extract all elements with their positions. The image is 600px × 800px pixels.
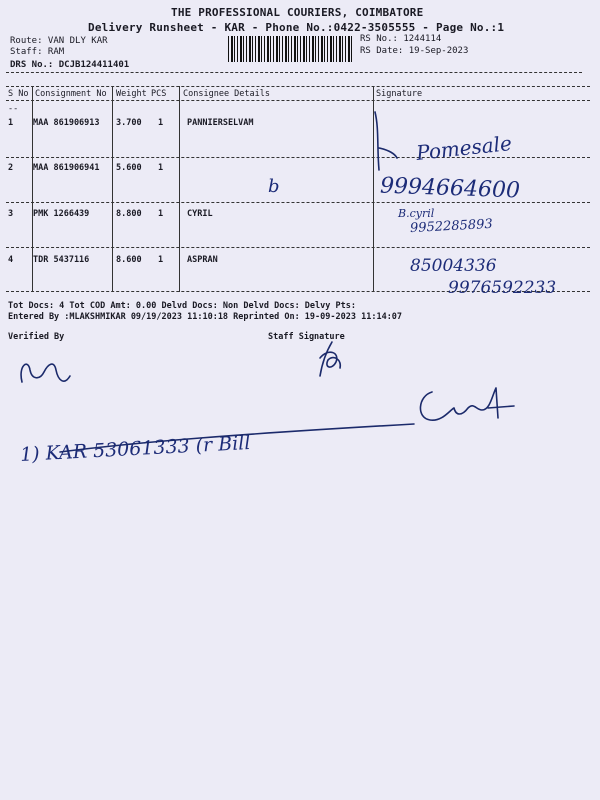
row-divider [6,247,590,248]
staff-signature-scribble [306,338,352,382]
col-divider [112,86,113,292]
company-title: THE PROFESSIONAL COURIERS, COIMBATORE [171,6,424,19]
staff-signature-label: Staff Signature [268,332,345,342]
row-weight: 8.600 [116,255,142,265]
verified-signature [8,346,78,398]
row-consignment: MAA 861906941 [33,163,100,173]
row-sno: 4 [8,255,14,265]
col-header-weight: Weight [116,89,147,99]
rs-number: RS No.: 1244114 [360,34,442,44]
row-consignment: MAA 861906913 [33,118,100,128]
header-divider [6,72,582,73]
row-consignment: PMK 1266439 [33,209,90,219]
row-weight: 5.600 [116,163,142,173]
route-label: Route: VAN DLY KAR [10,36,108,46]
staff-label: Staff: RAM [10,47,65,57]
table-top-rule [6,86,590,87]
col-header-consignment: Consignment No [35,89,107,99]
row-weight: 8.800 [116,209,142,219]
barcode [228,36,354,62]
rs-date: RS Date: 19-Sep-2023 [360,46,469,56]
handwritten-number-row4: 85004336 [410,256,497,276]
row-pcs: 1 [158,118,164,128]
table-header-rule [6,100,590,101]
totals-line: Tot Docs: 4 Tot COD Amt: 0.00 Delvd Docs: Non Delvd Docs: Delvy Pts: [8,301,356,311]
row-consignee: CYRIL [187,209,213,219]
row-dash-mark: -- [8,104,19,114]
row-consignee: PANNIERSELVAM [187,118,254,128]
handwritten-phone-row4: 9976592233 [448,278,557,298]
handwritten-phone-row2: 9994664600 [379,173,521,204]
handwritten-name-row3: B.cyril [398,207,435,220]
row-sno: 3 [8,209,14,219]
col-header-sno: S No [8,89,29,99]
handwritten-phone-row3: 9952285893 [409,216,494,237]
row-sno: 1 [8,118,14,128]
row-weight: 3.700 [116,118,142,128]
handwritten-remark: 1) KAR 53061333 (r Bill [19,431,251,467]
row-divider [6,157,590,158]
remark-signature [410,382,520,432]
drs-number: DRS No.: DCJB124411401 [10,60,130,70]
row-pcs: 1 [158,163,164,173]
col-header-consignee: Consignee Details [183,89,270,99]
col-header-signature: Signature [376,89,423,99]
entered-by-line: Entered By :MLAKSHMIKAR 09/19/2023 11:10:18 Reprinted On: 19-09-2023 11:14:07 [8,312,403,322]
strikethrough-line [58,422,418,462]
row-pcs: 1 [158,209,164,219]
runsheet-subtitle: Delivery Runsheet - KAR - Phone No.:0422-3505555 - Page No.:1 [88,21,505,34]
signature-bracket-mark [365,108,405,178]
col-header-pcs: PCS [151,89,167,99]
col-divider [179,86,180,292]
verified-by-label: Verified By [8,332,65,342]
row-pcs: 1 [158,255,164,265]
handwritten-mark-row2: b [268,176,280,197]
row-consignment: TDR 5437116 [33,255,90,265]
row-consignee: ASPRAN [187,255,218,265]
row-sno: 2 [8,163,14,173]
handwritten-signature-row1: Pomesale [415,131,513,165]
